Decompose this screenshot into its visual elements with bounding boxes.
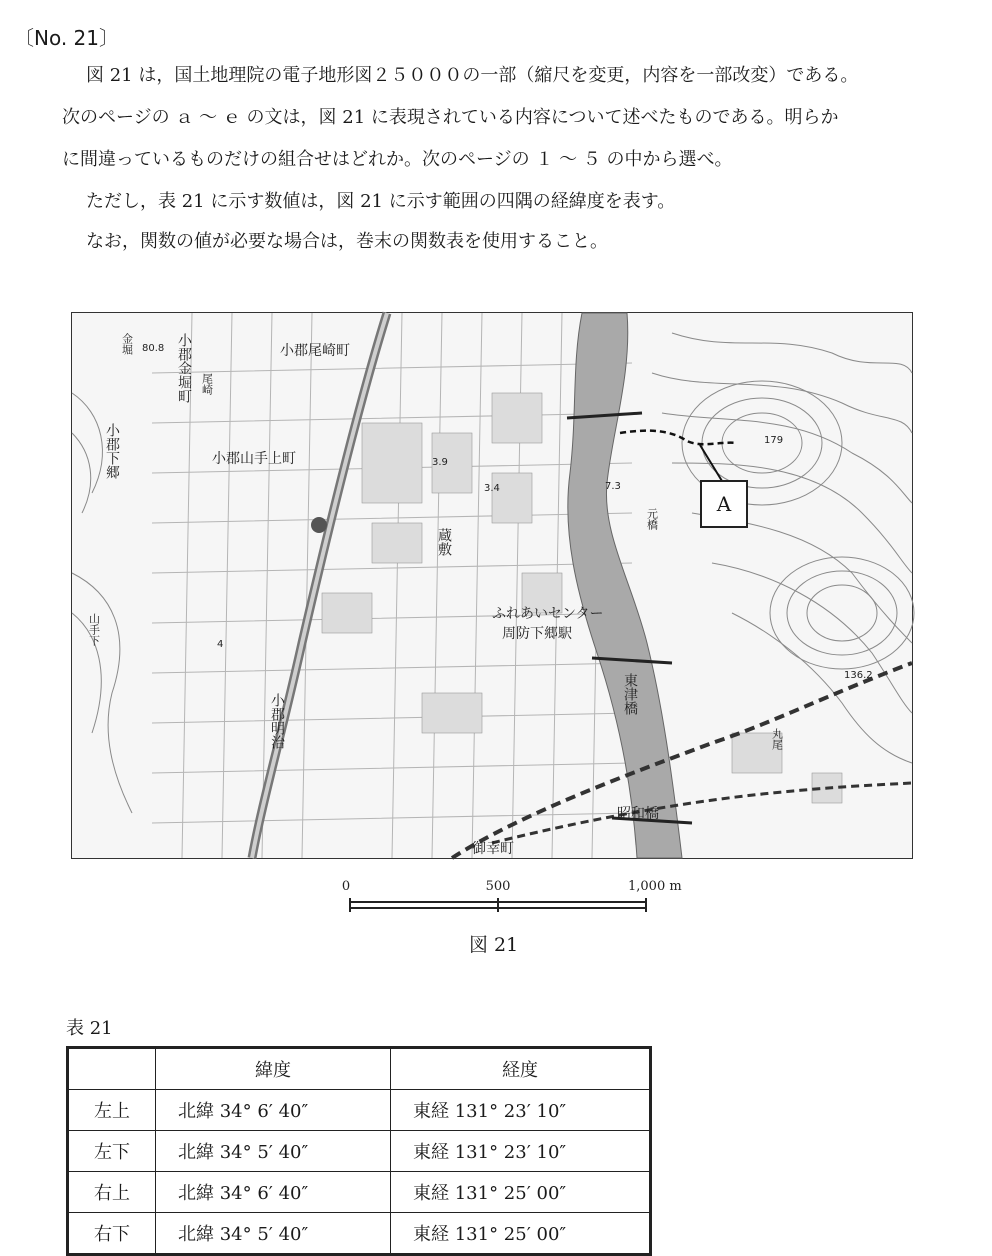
topographic-map (71, 312, 913, 859)
map-label: 昭和橋 (617, 806, 659, 822)
spot-height: 4 (217, 639, 224, 650)
table-header-row (68, 1048, 651, 1090)
corner-cell: 左下 (68, 1131, 156, 1172)
map-label: 金堀 (120, 333, 134, 355)
map-label: 小郡明治 (269, 693, 285, 749)
marker-a-box: A (700, 480, 748, 528)
spot-height: 7.3 (605, 481, 621, 492)
map-label: 小郡尾崎町 (280, 343, 350, 359)
map-label: 小郡山手上町 (212, 451, 296, 467)
question-line-5: なお，関数の値が必要な場合は，巻末の関数表を使用すること。 (86, 231, 608, 252)
coordinate-table (66, 1046, 652, 1256)
table-row (68, 1172, 651, 1213)
question-line-3: に間違っているものだけの組合せはどれか。次のページの １ ～ ５ の中から選べ。 (62, 149, 733, 170)
corner-cell: 右下 (68, 1213, 156, 1255)
spot-height: 3.4 (484, 483, 500, 494)
longitude-cell: 東経 131° 23′ 10″ (391, 1131, 651, 1172)
question-number: 〔No. 21〕 (14, 26, 120, 50)
question-line-1: 図 21 は，国土地理院の電子地形図２５０００の一部（縮尺を変更，内容を一部改変）である。 (86, 65, 859, 86)
question-line-2: 次のページの ａ ～ ｅ の文は，図 21 に表現されている内容について述べたものである。明らか (62, 107, 839, 128)
table-header-cell (68, 1048, 156, 1090)
map-label: 丸尾 (770, 728, 784, 750)
question-line-4: ただし，表 21 に示す数値は，図 21 に示す範囲の四隅の経緯度を表す。 (86, 191, 676, 212)
map-label: 小郡金堀町 (176, 333, 192, 403)
map-label: 小郡下郷 (104, 423, 120, 479)
latitude-cell: 北緯 34° 6′ 40″ (156, 1090, 391, 1131)
spot-height: 3.9 (432, 457, 448, 468)
map-label: 蔵敷 (436, 528, 452, 556)
longitude-cell: 東経 131° 23′ 10″ (391, 1090, 651, 1131)
table-header-cell: 緯度 (156, 1048, 391, 1090)
table-row (68, 1213, 651, 1255)
map-label: 東津橋 (622, 673, 638, 715)
scale-tick-label: 1,000 m (628, 879, 682, 894)
latitude-cell: 北緯 34° 6′ 40″ (156, 1172, 391, 1213)
map-label: 元橋 (645, 508, 659, 530)
spot-height: 80.8 (142, 343, 165, 354)
map-graphic (72, 313, 912, 858)
figure-caption: 図 21 (469, 934, 519, 956)
latitude-cell: 北緯 34° 5′ 40″ (156, 1213, 391, 1255)
scale-tick-label: 500 (485, 879, 511, 894)
table-header-cell: 経度 (391, 1048, 651, 1090)
map-label: 山手下 (87, 613, 101, 646)
map-label: 御幸町 (472, 841, 514, 857)
longitude-cell: 東経 131° 25′ 00″ (391, 1172, 651, 1213)
corner-cell: 右上 (68, 1172, 156, 1213)
map-label: ふれあいセンター (492, 606, 604, 622)
map-label: 尾崎 (200, 373, 214, 395)
map-label: 周防下郷駅 (502, 626, 572, 642)
table-row (68, 1131, 651, 1172)
spot-height: 136.2 (844, 670, 873, 681)
latitude-cell: 北緯 34° 5′ 40″ (156, 1131, 391, 1172)
corner-cell: 左上 (68, 1090, 156, 1131)
longitude-cell: 東経 131° 25′ 00″ (391, 1213, 651, 1255)
scale-tick-label: 0 (341, 879, 351, 894)
table-caption: 表 21 (66, 1018, 113, 1039)
spot-height: 179 (764, 435, 784, 446)
scale-bar (338, 872, 682, 922)
table-row (68, 1090, 651, 1131)
